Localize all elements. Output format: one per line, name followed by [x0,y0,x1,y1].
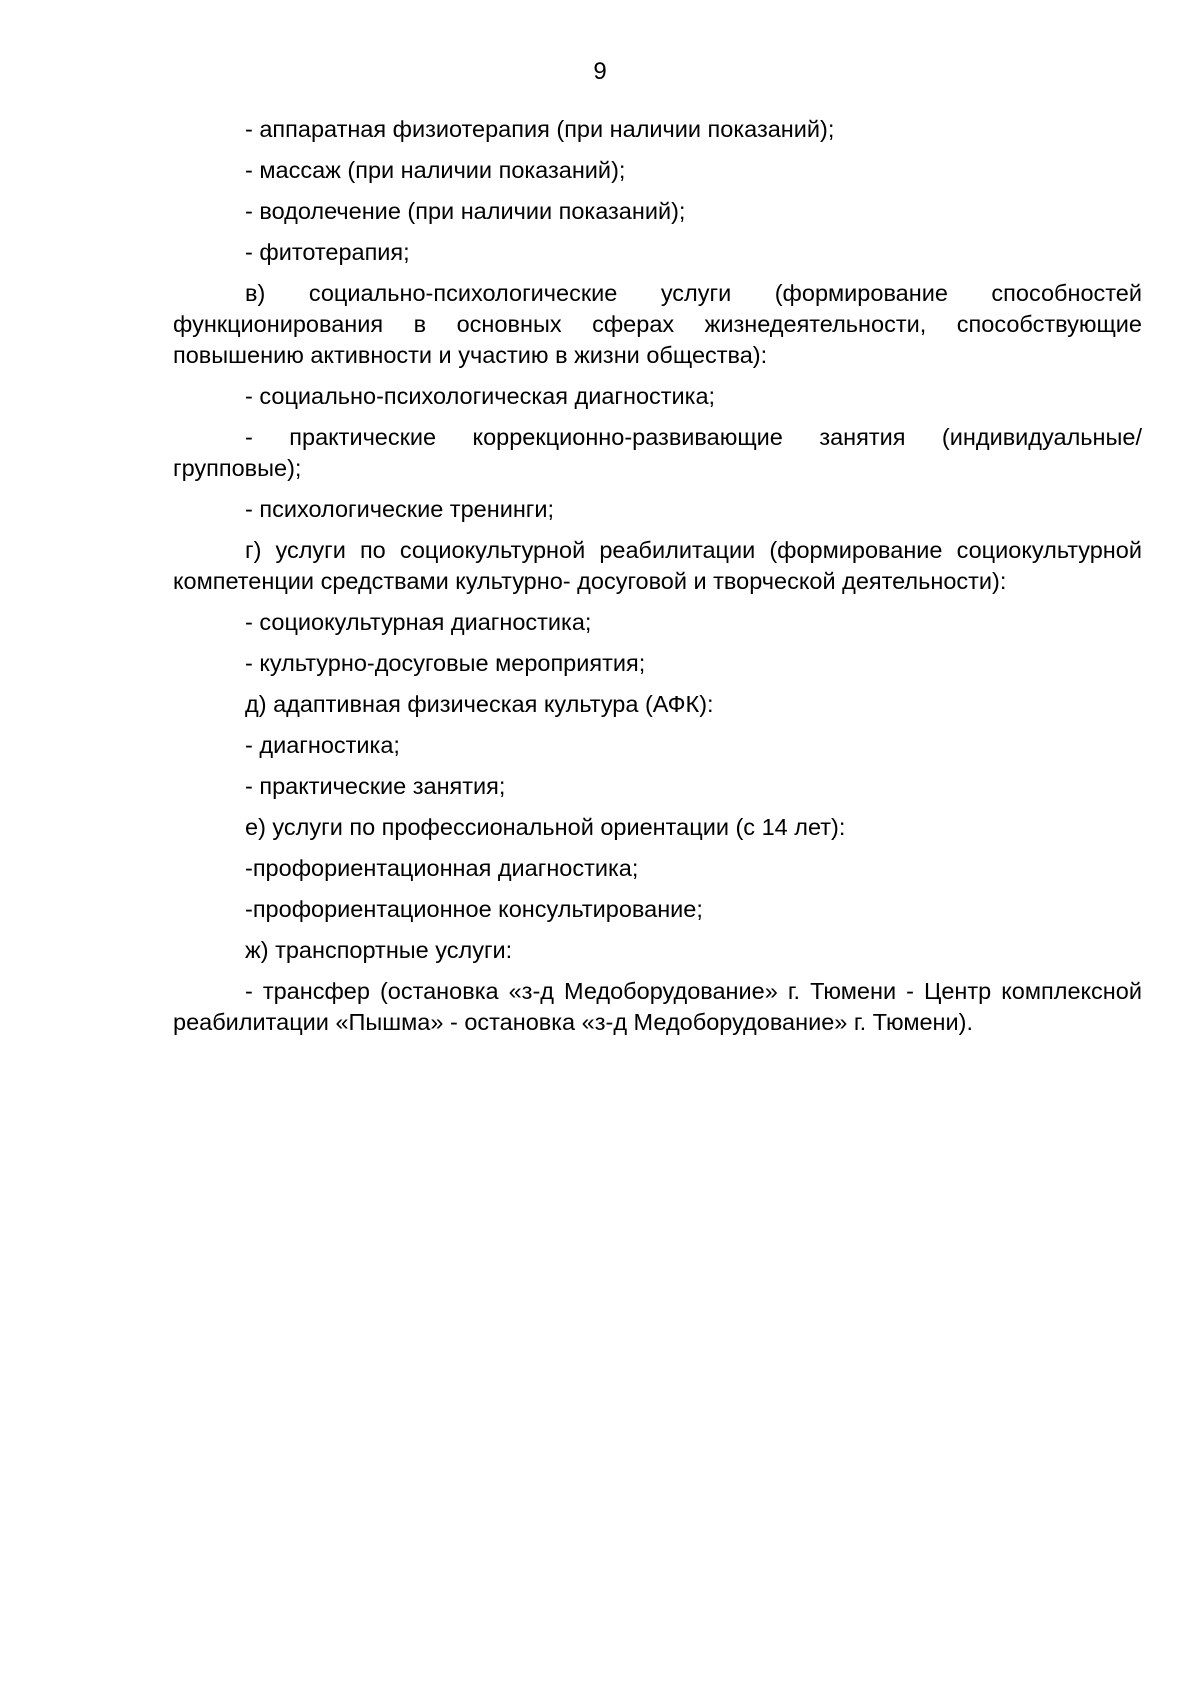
list-item-practical-sessions: - практические коррекционно-развивающие занятия (индивидуальные/групповые); [173,424,1142,481]
list-item-massage: - массаж (при наличии показаний); [245,157,626,183]
section-d-adaptive-pe: д) адаптивная физическая культура (АФК): [245,691,714,717]
list-item-phytotherapy: - фитотерапия; [245,239,410,265]
list-item-practical-classes: - практические занятия; [245,773,506,799]
list-item-hydrotherapy: - водолечение (при наличии показаний); [245,198,686,224]
section-g-sociocultural-rehab: г) услуги по социокультурной реабилитации (формирование социокультурной компетенции средствами культурно- досуговой и творческой деятельности): [173,537,1142,594]
section-zh-transport: ж) транспортные услуги: [245,937,513,963]
list-item-psych-diagnostics: - социально-психологическая диагностика; [245,383,716,409]
list-item-physiotherapy: - аппаратная физиотерапия (при наличии показаний); [245,116,835,142]
list-item-career-consulting: -профориентационное консультирование; [245,896,703,922]
list-item-transfer: - трансфер (остановка «з-д Медоборудование» г. Тюмени - Центр комплексной реабилитации «Пышма» - остановка «з-д Медоборудование» г. Тюмени). [173,978,1142,1035]
section-v-psychological-services: в) социально-психологические услуги (формирование способностей функционирования в основных сферах жизнедеятельности, способствующие повышению активности и участию в жизни общества): [173,280,1142,368]
list-item-career-diagnostics: -профориентационная диагностика; [245,855,639,881]
section-e-career-guidance: е) услуги по профессиональной ориентации (с 14 лет): [245,814,846,840]
list-item-trainings: - психологические тренинги; [245,496,555,522]
list-item-leisure-events: - культурно-досуговые мероприятия; [245,650,646,676]
list-item-diagnostics: - диагностика; [245,732,400,758]
list-item-sociocultural-diagnostics: - социокультурная диагностика; [245,609,592,635]
document-body [173,114,1142,1048]
page-number: 9 [593,58,607,85]
